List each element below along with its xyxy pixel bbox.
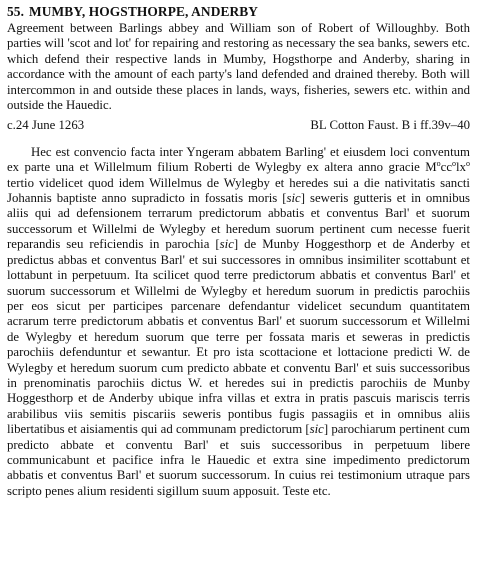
manuscript-source: BL Cotton Faust. B i ff.39v–40 <box>310 118 470 133</box>
sic-note: sic <box>309 422 324 437</box>
charter-text-part: cc <box>440 160 453 175</box>
superscript-o: o <box>452 159 457 169</box>
entry-heading <box>7 3 470 20</box>
entry-summary: Agreement between Barlings abbey and William son of Robert of Willoughby. Both parties will 'scot and lot' for repairing and restoring as necessary the sea banks, sewers etc. which defend their respective lands in Mumby, Hogsthorpe and Anderby, sharing in accordance with the amount of each party's land defended and drained thereby. Both will intercommon in and outside these places in lands, ways, fisheries, sewers etc. within and outside the Hauedic. <box>7 21 470 113</box>
entry-number: 55. <box>7 4 25 19</box>
sic-note: sic <box>286 191 301 206</box>
charter-text-part: Hec est convencio facta inter Yngeram abbatem Barling' et eiusdem loci conventum ex parte una et Willelmum filium Roberti de Wylegby ex altera anno gracie M <box>7 144 470 175</box>
date-source-line <box>7 118 470 133</box>
charter-text-part: ] parochiarum pertinent cum predicto abbate et conventu Barl' et suis successoribus in perpetuum libere communicabunt et pacifice infra le Hauedic et extra sine impedimento predictorum abbatis et conventus Barl' et suorum successorum. In cuius rei testimonium utraque pars scripto penes alium residenti sigillum suum apposuit. Teste etc. <box>7 422 470 498</box>
charter-text-part: lx <box>456 160 466 175</box>
superscript-o: o <box>466 159 470 169</box>
charter-text-part: tertio videlicet quod idem Willelmus de Wylegby et heredes sui a die nativitatis sancti Johannis baptiste anno supradicto in fossatis moris [ <box>7 175 470 206</box>
charter-text-part: ] de Munby Hoggesthorp et de Anderby et predictus abbas et conventus Barl' et sui successores in omnibus insimiliter scottabunt et lottabunt in perpetuum. Ita scilicet quod terre predictorum abbatis et conventus Barl' et suorum successorum et Willelmi de Wylegby et heredum suorum in predictis parochiis per eos sicut per participes parcenare defendantur videlicet secundum quantitatem acrarum terre predictorum abbatis et conventus Barl' et suorum successorum et Willelmi de Wylegby et heredum suorum que terre per fossata maris et seweras in predictis parochiis defenduntur et sewantur. Et pro ista scottacione et lottacione predicti W. de Wylegby et heredum suorum cum predicto abbate et conventu Barl' et suis successoribus in prenominatis parochiis dictus W. et heredes sui in predictis parochiis de Munby Hoggesthorp et de Anderby ubique infra villas et extra in pratis pascuis mariscis terris arabilibus viis semitis piscariis seweris pontibus fugis passagiis et in omnibus aliis libertatibus et aisiamentis qui ad communam predictorum [ <box>7 237 470 437</box>
entry-title: MUMBY, HOGSTHORPE, ANDERBY <box>29 4 259 19</box>
charter-date: c.24 June 1263 <box>7 118 85 133</box>
charter-text-part: ] seweris gutteris et in omnibus aliis qui ad defensionem terrarum predictorum abbatis et conventus Barl' et suorum successorum et Willelmi de Wylegby et heredum suorum pertinent cum necesse fuerit reparandis seu reficiendis in parochia [ <box>7 191 470 252</box>
charter-text <box>7 145 470 499</box>
superscript-o: o <box>436 159 441 169</box>
sic-note: sic <box>219 237 234 252</box>
